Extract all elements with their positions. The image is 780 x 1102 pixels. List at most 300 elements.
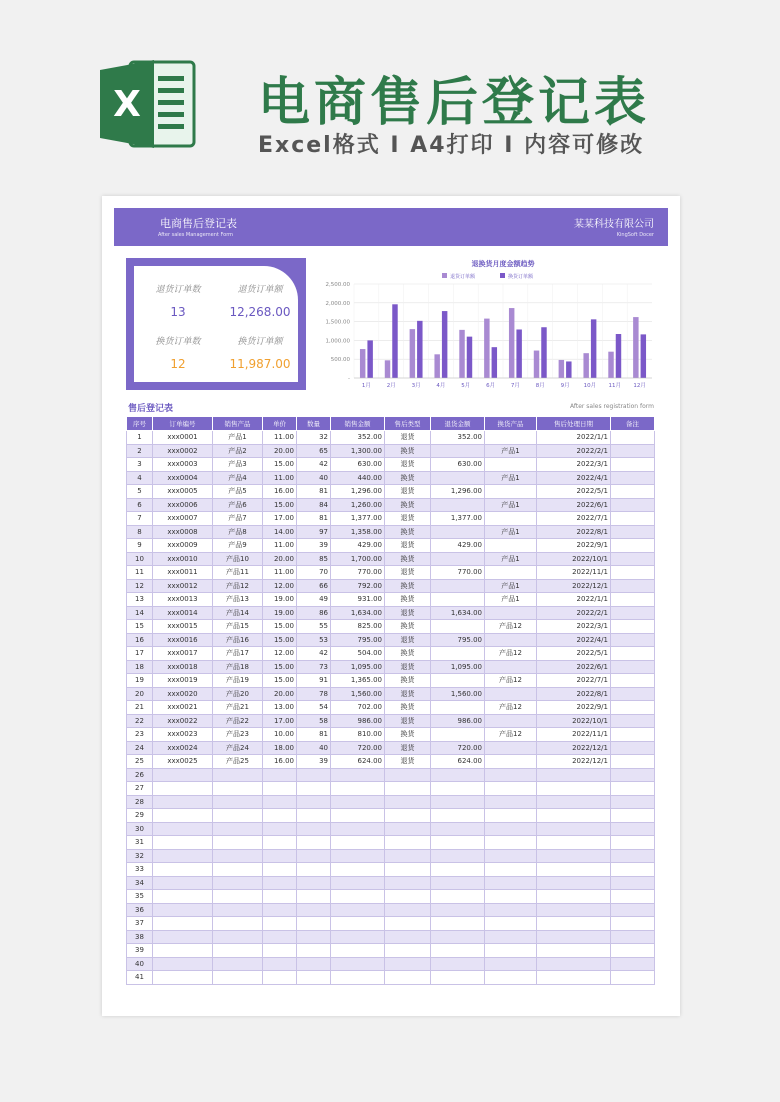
cell-sales-amount <box>331 890 385 904</box>
cell-quantity <box>297 930 331 944</box>
cell-sales-amount <box>331 822 385 836</box>
cell-product: 产品24 <box>213 741 263 755</box>
cell-order-no <box>153 836 213 850</box>
cell-sales-amount: 810.00 <box>331 728 385 742</box>
cell-refund-amount: 795.00 <box>431 633 485 647</box>
cell-unit-price <box>263 876 297 890</box>
cell-index: 37 <box>127 917 153 931</box>
cell-exchange-product <box>485 539 537 553</box>
cell-exchange-product <box>485 971 537 985</box>
cell-aftersale-type: 退货 <box>385 512 431 526</box>
cell-remark <box>611 620 655 634</box>
cell-product <box>213 957 263 971</box>
cell-sales-amount: 1,634.00 <box>331 606 385 620</box>
column-header-aftersale-type: 售后类型 <box>385 417 431 431</box>
cell-unit-price: 17.00 <box>263 714 297 728</box>
cell-order-no <box>153 863 213 877</box>
table-row <box>127 768 655 782</box>
cell-remark <box>611 957 655 971</box>
bar-exchange <box>641 334 646 378</box>
cell-unit-price <box>263 863 297 877</box>
cell-unit-price <box>263 836 297 850</box>
cell-quantity: 53 <box>297 633 331 647</box>
cell-sales-amount: 1,300.00 <box>331 444 385 458</box>
cell-quantity: 86 <box>297 606 331 620</box>
column-header-sales-amount: 销售金额 <box>331 417 385 431</box>
cell-process-date <box>537 836 611 850</box>
cell-order-no: xxx0008 <box>153 525 213 539</box>
cell-refund-amount: 1,560.00 <box>431 687 485 701</box>
cell-sales-amount: 1,377.00 <box>331 512 385 526</box>
table-row <box>127 795 655 809</box>
form-title: 电商售后登记表 <box>160 217 237 230</box>
cell-product <box>213 849 263 863</box>
cell-index: 36 <box>127 903 153 917</box>
cell-refund-amount <box>431 728 485 742</box>
cell-unit-price <box>263 944 297 958</box>
cell-refund-amount <box>431 768 485 782</box>
cell-remark <box>611 458 655 472</box>
cell-exchange-product: 产品1 <box>485 525 537 539</box>
company-name: 某某科技有限公司 <box>574 219 654 230</box>
cell-product: 产品8 <box>213 525 263 539</box>
cell-order-no: xxx0007 <box>153 512 213 526</box>
cell-process-date: 2022/6/1 <box>537 660 611 674</box>
cell-index: 32 <box>127 849 153 863</box>
cell-remark <box>611 930 655 944</box>
cell-exchange-product <box>485 512 537 526</box>
cell-remark <box>611 552 655 566</box>
cell-remark <box>611 876 655 890</box>
cell-sales-amount: 1,260.00 <box>331 498 385 512</box>
cell-sales-amount <box>331 971 385 985</box>
cell-sales-amount: 429.00 <box>331 539 385 553</box>
cell-quantity <box>297 876 331 890</box>
cell-quantity <box>297 890 331 904</box>
cell-process-date: 2022/3/1 <box>537 620 611 634</box>
cell-quantity: 91 <box>297 674 331 688</box>
cell-aftersale-type: 退货 <box>385 431 431 445</box>
cell-refund-amount <box>431 701 485 715</box>
cell-aftersale-type: 换货 <box>385 471 431 485</box>
cell-order-no: xxx0003 <box>153 458 213 472</box>
cell-process-date: 2022/9/1 <box>537 539 611 553</box>
cell-index: 2 <box>127 444 153 458</box>
cell-order-no: xxx0004 <box>153 471 213 485</box>
cell-aftersale-type <box>385 822 431 836</box>
table-row <box>127 755 655 769</box>
y-tick-label: 500.00 <box>330 357 350 364</box>
cell-quantity <box>297 917 331 931</box>
cell-process-date: 2022/3/1 <box>537 458 611 472</box>
table-row <box>127 566 655 580</box>
bar-return <box>534 351 539 378</box>
cell-refund-amount <box>431 822 485 836</box>
cell-product: 产品20 <box>213 687 263 701</box>
cell-process-date: 2022/5/1 <box>537 647 611 661</box>
table-row <box>127 539 655 553</box>
bar-exchange <box>566 361 571 378</box>
cell-index: 30 <box>127 822 153 836</box>
cell-order-no: xxx0012 <box>153 579 213 593</box>
bar-exchange <box>392 304 397 378</box>
cell-index: 39 <box>127 944 153 958</box>
cell-remark <box>611 498 655 512</box>
cell-remark <box>611 782 655 796</box>
cell-exchange-product <box>485 836 537 850</box>
cell-remark <box>611 755 655 769</box>
cell-order-no: xxx0024 <box>153 741 213 755</box>
cell-index: 10 <box>127 552 153 566</box>
cell-index: 31 <box>127 836 153 850</box>
cell-process-date <box>537 917 611 931</box>
cell-exchange-product: 产品12 <box>485 674 537 688</box>
cell-refund-amount: 1,377.00 <box>431 512 485 526</box>
cell-sales-amount: 1,095.00 <box>331 660 385 674</box>
cell-exchange-product <box>485 633 537 647</box>
cell-quantity: 40 <box>297 741 331 755</box>
y-tick-label: - <box>348 376 350 382</box>
cell-aftersale-type: 换货 <box>385 444 431 458</box>
cell-unit-price: 20.00 <box>263 687 297 701</box>
cell-order-no <box>153 890 213 904</box>
y-tick-label: 1,500.00 <box>325 319 350 326</box>
cell-remark <box>611 863 655 877</box>
cell-order-no: xxx0009 <box>153 539 213 553</box>
table-row <box>127 579 655 593</box>
cell-order-no: xxx0013 <box>153 593 213 607</box>
cell-sales-amount: 986.00 <box>331 714 385 728</box>
cell-sales-amount: 352.00 <box>331 431 385 445</box>
cell-index: 28 <box>127 795 153 809</box>
cell-unit-price: 17.00 <box>263 512 297 526</box>
exchange-count-value: 12 <box>170 357 186 371</box>
cell-refund-amount: 986.00 <box>431 714 485 728</box>
cell-product <box>213 917 263 931</box>
cell-sales-amount <box>331 863 385 877</box>
cell-index: 40 <box>127 957 153 971</box>
column-header-order-no: 订单编号 <box>153 417 213 431</box>
cell-index: 21 <box>127 701 153 715</box>
cell-refund-amount: 429.00 <box>431 539 485 553</box>
x-tick-label: 1月 <box>361 383 371 389</box>
cell-sales-amount: 624.00 <box>331 755 385 769</box>
cell-sales-amount <box>331 903 385 917</box>
cell-quantity <box>297 795 331 809</box>
cell-quantity: 65 <box>297 444 331 458</box>
cell-exchange-product: 产品12 <box>485 728 537 742</box>
cell-aftersale-type: 退货 <box>385 660 431 674</box>
cell-process-date <box>537 903 611 917</box>
cell-index: 20 <box>127 687 153 701</box>
table-row <box>127 903 655 917</box>
cell-sales-amount: 770.00 <box>331 566 385 580</box>
cell-unit-price: 15.00 <box>263 633 297 647</box>
cell-sales-amount: 1,296.00 <box>331 485 385 499</box>
cell-exchange-product <box>485 660 537 674</box>
cell-aftersale-type <box>385 795 431 809</box>
cell-process-date: 2022/10/1 <box>537 714 611 728</box>
bar-exchange <box>541 327 546 378</box>
cell-remark <box>611 971 655 985</box>
y-tick-label: 1,000.00 <box>325 338 350 345</box>
cell-process-date <box>537 890 611 904</box>
cell-unit-price <box>263 957 297 971</box>
cell-index: 17 <box>127 647 153 661</box>
cell-index: 23 <box>127 728 153 742</box>
cell-quantity <box>297 863 331 877</box>
cell-refund-amount: 624.00 <box>431 755 485 769</box>
cell-quantity: 81 <box>297 512 331 526</box>
cell-exchange-product: 产品1 <box>485 552 537 566</box>
cell-order-no: xxx0025 <box>153 755 213 769</box>
cell-product: 产品1 <box>213 431 263 445</box>
column-header-quantity: 数量 <box>297 417 331 431</box>
cell-order-no: xxx0002 <box>153 444 213 458</box>
column-header-product: 销售产品 <box>213 417 263 431</box>
cell-product: 产品2 <box>213 444 263 458</box>
cell-aftersale-type: 退货 <box>385 485 431 499</box>
cell-order-no <box>153 917 213 931</box>
cell-order-no: xxx0017 <box>153 647 213 661</box>
cell-exchange-product <box>485 890 537 904</box>
cell-product: 产品19 <box>213 674 263 688</box>
cell-unit-price: 12.00 <box>263 579 297 593</box>
cell-quantity: 70 <box>297 566 331 580</box>
cell-unit-price: 12.00 <box>263 647 297 661</box>
cell-quantity: 81 <box>297 728 331 742</box>
x-tick-label: 5月 <box>461 383 471 389</box>
cell-remark <box>611 633 655 647</box>
cell-exchange-product <box>485 795 537 809</box>
cell-product: 产品3 <box>213 458 263 472</box>
cell-unit-price: 20.00 <box>263 552 297 566</box>
document-page <box>102 196 680 1016</box>
cell-aftersale-type <box>385 917 431 931</box>
table-row <box>127 863 655 877</box>
table-row <box>127 444 655 458</box>
cell-quantity: 84 <box>297 498 331 512</box>
cell-order-no: xxx0015 <box>153 620 213 634</box>
cell-product: 产品14 <box>213 606 263 620</box>
x-tick-label: 2月 <box>386 383 396 389</box>
cell-process-date: 2022/7/1 <box>537 674 611 688</box>
cell-product: 产品22 <box>213 714 263 728</box>
cell-exchange-product: 产品1 <box>485 498 537 512</box>
x-tick-label: 12月 <box>633 383 646 389</box>
cell-exchange-product <box>485 917 537 931</box>
cell-sales-amount <box>331 930 385 944</box>
table-row <box>127 660 655 674</box>
cell-aftersale-type: 换货 <box>385 701 431 715</box>
bar-exchange <box>492 347 497 378</box>
cell-index: 25 <box>127 755 153 769</box>
cell-quantity <box>297 957 331 971</box>
cell-exchange-product <box>485 957 537 971</box>
cell-refund-amount <box>431 579 485 593</box>
cell-process-date <box>537 971 611 985</box>
cell-product: 产品12 <box>213 579 263 593</box>
cell-exchange-product <box>485 566 537 580</box>
form-title-en: After sales Management Form <box>158 232 234 238</box>
return-amount-value: 12,268.00 <box>229 305 291 319</box>
table-row <box>127 498 655 512</box>
cell-quantity <box>297 822 331 836</box>
cell-unit-price <box>263 849 297 863</box>
table-row <box>127 944 655 958</box>
cell-exchange-product <box>485 768 537 782</box>
cell-order-no: xxx0006 <box>153 498 213 512</box>
cell-aftersale-type: 退货 <box>385 458 431 472</box>
cell-remark <box>611 485 655 499</box>
cell-index: 18 <box>127 660 153 674</box>
bar-return <box>509 308 514 378</box>
x-tick-label: 3月 <box>411 383 421 389</box>
cell-remark <box>611 822 655 836</box>
cell-order-no: xxx0005 <box>153 485 213 499</box>
cell-product: 产品7 <box>213 512 263 526</box>
cell-order-no: xxx0020 <box>153 687 213 701</box>
cell-remark <box>611 687 655 701</box>
cell-aftersale-type <box>385 876 431 890</box>
cell-sales-amount: 931.00 <box>331 593 385 607</box>
cell-refund-amount: 1,296.00 <box>431 485 485 499</box>
cell-quantity: 32 <box>297 431 331 445</box>
column-header-exchange-product: 换货产品 <box>485 417 537 431</box>
cell-index: 5 <box>127 485 153 499</box>
cell-exchange-product: 产品1 <box>485 593 537 607</box>
cell-product: 产品15 <box>213 620 263 634</box>
table-row <box>127 849 655 863</box>
banner-title: 电商售后登记表 <box>258 73 651 133</box>
cell-refund-amount <box>431 795 485 809</box>
table-row <box>127 552 655 566</box>
cell-exchange-product: 产品1 <box>485 444 537 458</box>
cell-unit-price: 19.00 <box>263 606 297 620</box>
cell-remark <box>611 701 655 715</box>
cell-exchange-product: 产品12 <box>485 647 537 661</box>
cell-exchange-product <box>485 809 537 823</box>
cell-refund-amount <box>431 471 485 485</box>
table-row <box>127 471 655 485</box>
return-count-stat <box>138 282 218 319</box>
cell-unit-price: 15.00 <box>263 458 297 472</box>
bar-exchange <box>417 321 422 378</box>
cell-refund-amount <box>431 836 485 850</box>
cell-quantity: 97 <box>297 525 331 539</box>
cell-refund-amount <box>431 782 485 796</box>
cell-index: 12 <box>127 579 153 593</box>
bar-exchange <box>442 311 447 378</box>
cell-aftersale-type <box>385 903 431 917</box>
cell-remark <box>611 593 655 607</box>
column-header-unit-price: 单价 <box>263 417 297 431</box>
cell-order-no <box>153 795 213 809</box>
cell-order-no <box>153 930 213 944</box>
bar-return <box>360 349 365 378</box>
cell-sales-amount <box>331 876 385 890</box>
cell-index: 13 <box>127 593 153 607</box>
legend-swatch-0 <box>442 273 447 278</box>
y-tick-label: 2,500.00 <box>325 282 350 288</box>
cell-unit-price <box>263 930 297 944</box>
cell-refund-amount <box>431 552 485 566</box>
table-row <box>127 525 655 539</box>
cell-quantity: 85 <box>297 552 331 566</box>
cell-remark <box>611 809 655 823</box>
column-header-process-date: 售后处理日期 <box>537 417 611 431</box>
cell-process-date <box>537 863 611 877</box>
cell-exchange-product <box>485 863 537 877</box>
cell-product: 产品4 <box>213 471 263 485</box>
cell-sales-amount <box>331 795 385 809</box>
cell-order-no: xxx0022 <box>153 714 213 728</box>
cell-order-no <box>153 944 213 958</box>
cell-process-date: 2022/12/1 <box>537 579 611 593</box>
table-row <box>127 714 655 728</box>
cell-unit-price: 19.00 <box>263 593 297 607</box>
cell-aftersale-type <box>385 957 431 971</box>
cell-unit-price <box>263 917 297 931</box>
cell-exchange-product <box>485 606 537 620</box>
cell-sales-amount: 720.00 <box>331 741 385 755</box>
cell-exchange-product: 产品1 <box>485 471 537 485</box>
cell-remark <box>611 606 655 620</box>
cell-process-date <box>537 795 611 809</box>
cell-product <box>213 836 263 850</box>
table-row <box>127 917 655 931</box>
cell-exchange-product <box>485 741 537 755</box>
cell-sales-amount: 1,365.00 <box>331 674 385 688</box>
cell-refund-amount: 630.00 <box>431 458 485 472</box>
cell-exchange-product <box>485 903 537 917</box>
cell-order-no <box>153 957 213 971</box>
cell-index: 8 <box>127 525 153 539</box>
cell-order-no <box>153 809 213 823</box>
cell-aftersale-type <box>385 849 431 863</box>
cell-remark <box>611 728 655 742</box>
cell-index: 19 <box>127 674 153 688</box>
cell-product: 产品23 <box>213 728 263 742</box>
table-body <box>127 431 655 985</box>
cell-product: 产品25 <box>213 755 263 769</box>
cell-product: 产品17 <box>213 647 263 661</box>
table-row <box>127 701 655 715</box>
cell-refund-amount <box>431 863 485 877</box>
cell-exchange-product: 产品1 <box>485 579 537 593</box>
cell-exchange-product <box>485 714 537 728</box>
cell-refund-amount <box>431 593 485 607</box>
cell-process-date <box>537 930 611 944</box>
cell-index: 14 <box>127 606 153 620</box>
cell-aftersale-type: 退货 <box>385 687 431 701</box>
x-tick-label: 6月 <box>486 383 496 389</box>
cell-remark <box>611 890 655 904</box>
cell-remark <box>611 660 655 674</box>
cell-unit-price <box>263 795 297 809</box>
cell-remark <box>611 539 655 553</box>
bar-return <box>410 329 415 378</box>
cell-refund-amount: 352.00 <box>431 431 485 445</box>
cell-aftersale-type <box>385 809 431 823</box>
cell-quantity: 49 <box>297 593 331 607</box>
cell-quantity: 73 <box>297 660 331 674</box>
cell-quantity: 39 <box>297 539 331 553</box>
cell-remark <box>611 903 655 917</box>
cell-index: 3 <box>127 458 153 472</box>
cell-exchange-product <box>485 849 537 863</box>
bar-exchange <box>616 334 621 378</box>
